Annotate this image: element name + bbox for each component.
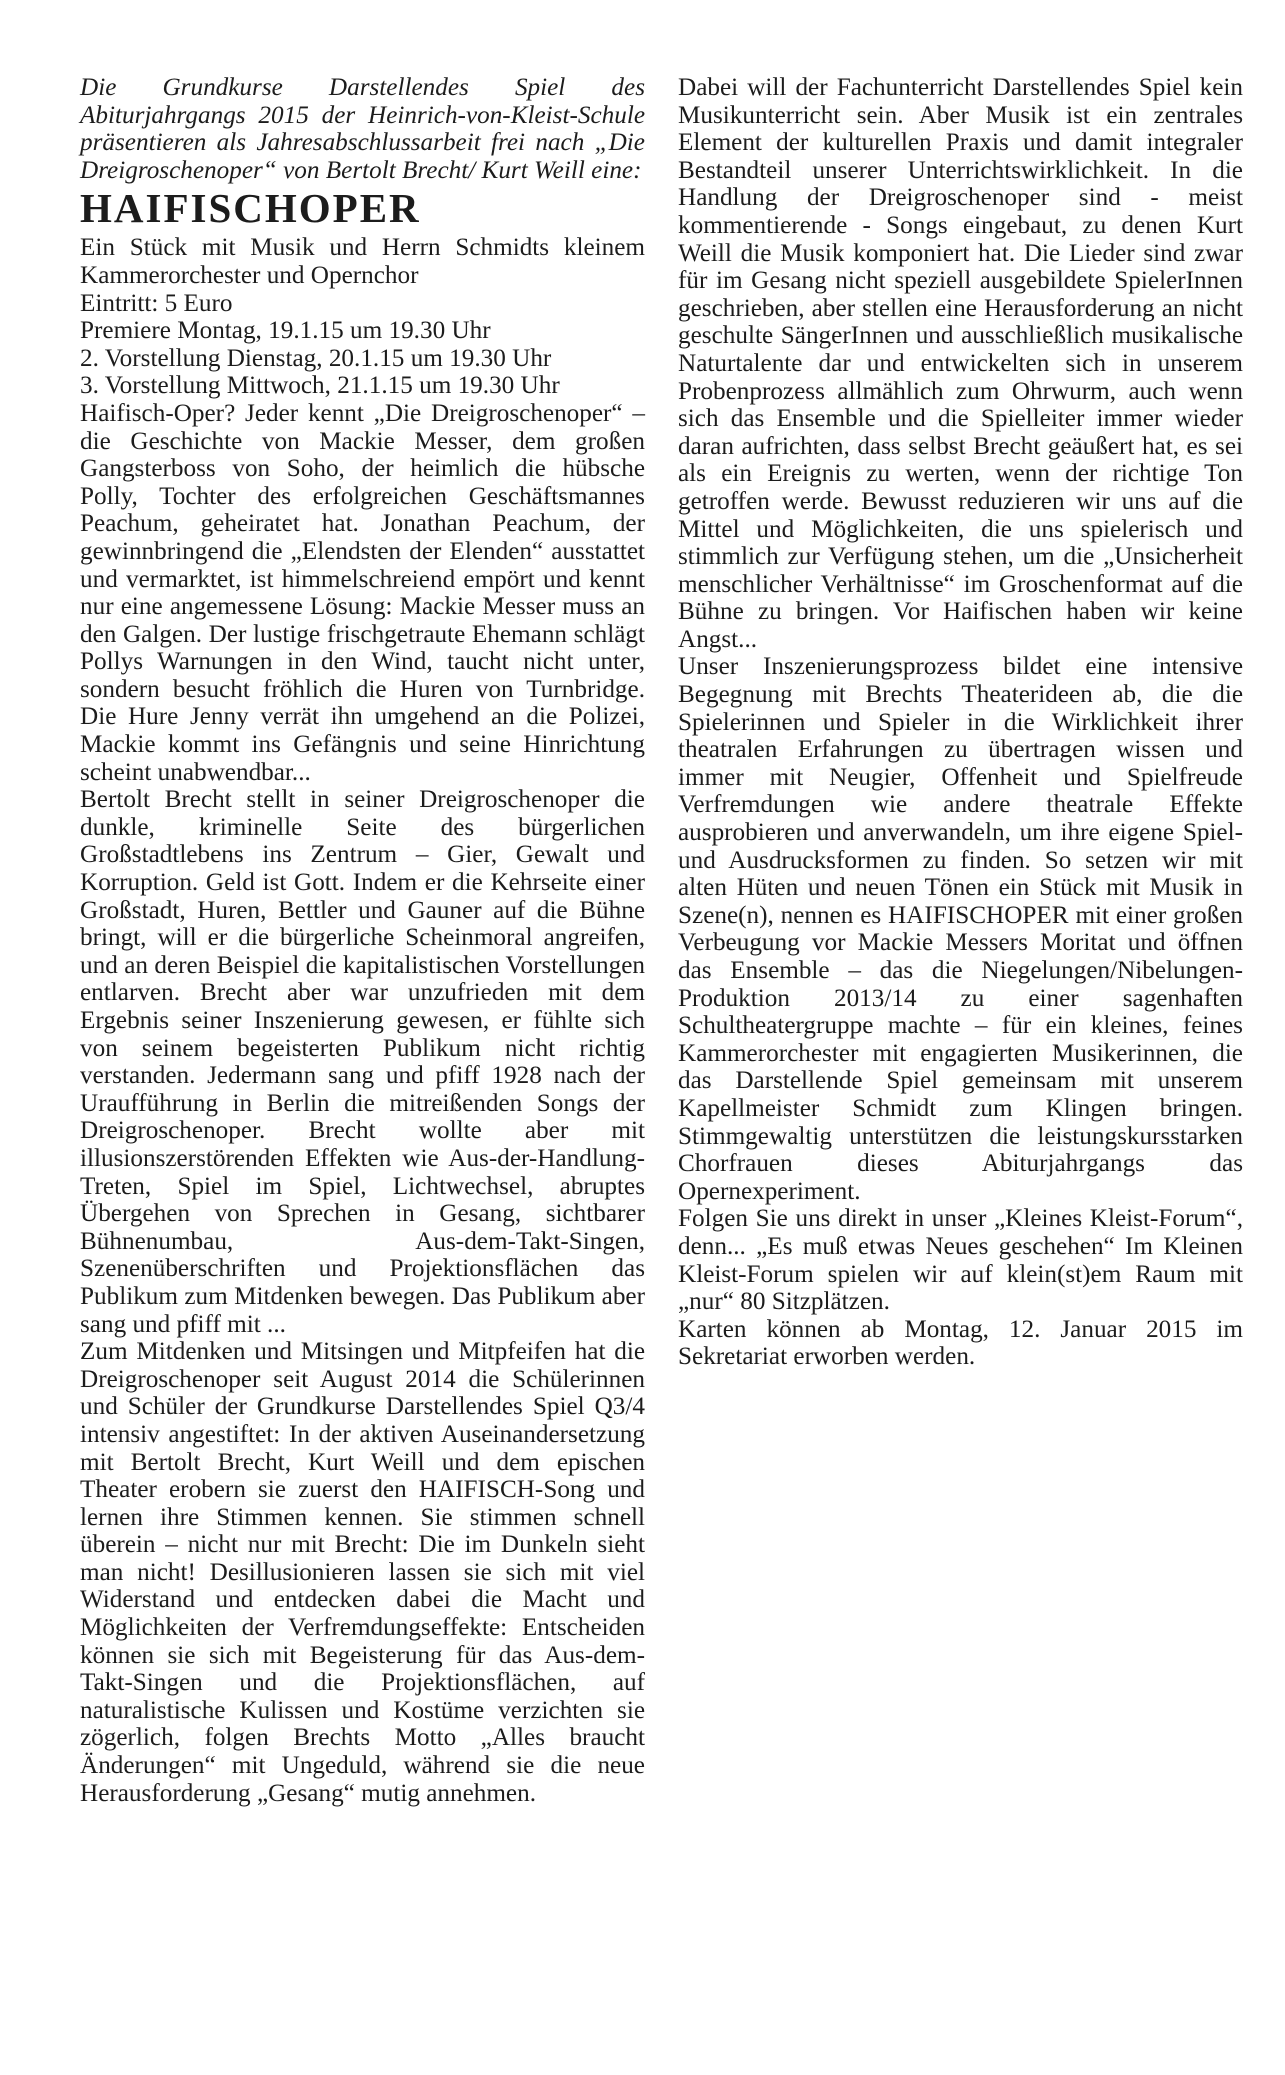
headline: HAIFISCHOPER: [80, 185, 421, 232]
paragraph-brecht: Bertolt Brecht stellt in seiner Dreigroschenoper die dunkle, kriminelle Seite des bürgerlichen Großstadtlebens ins Zentrum – Gier, Gewalt und Korruption. Geld ist Gott. Indem er die Kehrseite einer Großstadt, Huren, Bettler und Gauner auf die Bühne bringt, will er die bürgerliche Scheinmoral angreifen, und an deren Beispiel die kapitalistischen Vorstellungen entlarven. Brecht aber war unzufrieden mit dem Ergebnis seiner Inszenierung gewesen, er fühlte sich von seinem begeisterten Publikum nicht richtig verstanden. Jedermann sang und pfiff 1928 nach der Uraufführung in Berlin die mitreißenden Songs der Dreigroschenoper. Brecht wollte aber mit illusionszerstörenden Effekten wie Aus-der-Handlung-Treten, Spiel im Spiel, Lichtwechsel, abruptes Übergehen von Sprechen in Gesang, sichtbarer Bühnenumbau, Aus-dem-Takt-Singen, Szenenüberschriften und Projektionsflächen das Publikum zum Mitdenken bewegen. Das Publikum aber sang und pfiff mit ...: [80, 786, 645, 1338]
date-second: 2. Vorstellung Dienstag, 20.1.15 um 19.30 Uhr: [80, 344, 552, 372]
admission-info: Eintritt: 5 Euro: [80, 289, 233, 317]
paragraph-story: Haifisch-Oper? Jeder kennt „Die Dreigroschenoper“ – die Geschichte von Mackie Messer, dem großen Gangsterboss von Soho, der heimlich die hübsche Polly, Tochter des erfolgreichen Geschäftsmannes Peachum, geheiratet hat. Jonathan Peachum, der gewinnbringend die „Elendsten der Elenden“ ausstattet und vermarktet, ist himmelschreiend empört und kennt nur eine angemessene Lösung: Mackie Messer muss an den Galgen. Der lustige frischgetraute Ehemann schlägt Pollys Warnungen in den Wind, taucht nicht unter, sondern besucht fröhlich die Huren von Turnbridge. Die Hure Jenny verrät ihn umgehend an die Polizei, Mackie kommt ins Gefängnis und seine Hinrichtung scheint unabwendbar...: [80, 399, 645, 786]
paragraph-venue: Folgen Sie uns direkt in unser „Kleines Kleist-Forum“, denn... „Es muß etwas Neues geschehen“ Im Kleinen Kleist-Forum spielen wir auf klein(st)em Raum mit „nur“ 80 Sitzplätzen.: [678, 1205, 1243, 1316]
paragraph-music: Dabei will der Fachunterricht Darstellendes Spiel kein Musikunterricht sein. Aber Musik ist ein zentrales Element der kulturellen Praxis und damit integraler Bestandteil unserer Unterrichtswirklichkeit. In die Handlung der Dreigroschenoper sind - meist kommentierende - Songs eingebaut, zu denen Kurt Weill die Musik komponiert hat. Die Lieder sind zwar für im Gesang nicht speziell ausgebildete SpielerInnen geschrieben, aber stellen eine Herausforderung an nicht geschulte SängerInnen und ausschließlich musikalische Naturtalente dar und entwickelten sich in unserem Probenprozess allmählich zum Ohrwurm, auch wenn sich das Ensemble und die Spielleiter immer wieder daran aufrichten, dass selbst Brecht geäußert hat, es sei als ein Ereignis zu werten, wenn der richtige Ton getroffen werde. Bewusst reduzieren wir uns auf die Mittel und Möglichkeiten, die uns spielerisch und stimmlich zur Verfügung stehen, um die „Unsicherheit menschlicher Verhältnisse“ im Groschenformat auf die Bühne zu bringen. Vor Haifischen haben wir keine Angst...: [678, 74, 1243, 653]
intro-text: Die Grundkurse Darstellendes Spiel des Abiturjahrgangs 2015 der Heinrich-von-Kleist-Schule präsentieren als Jahresabschlussarbeit frei nach „Die Dreigroschenoper“ von Bertolt Brecht/ Kurt Weill eine:: [80, 74, 645, 184]
right-column: [678, 74, 1243, 1371]
left-column: [80, 74, 645, 1807]
paragraph-process: Unser Inszenierungsprozess bildet eine intensive Begegnung mit Brechts Theaterideen ab, die die Spielerinnen und Spieler in die Wirklichkeit ihrer theatralen Erfahrungen zu übertragen wissen und immer mit Neugier, Offenheit und Spielfreude Verfremdungen wie andere theatrale Effekte ausprobieren und anverwandeln, um ihre eigene Spiel- und Ausdrucksformen zu finden. So setzen wir mit alten Hüten und neuen Tönen ein Stück mit Musik in Szene(n), nennen es HAIFISCHOPER mit einer großen Verbeugung vor Mackie Messers Moritat und öffnen das Ensemble – das die Niegelungen/Nibelungen-Produktion 2013/14 zu einer sagenhaften Schultheatergruppe machte – für ein kleines, feines Kammerorchester mit engagierten Musikerinnen, die das Darstellende Spiel gemeinsam mit unserem Kapellmeister Schmidt zum Klingen bringen. Stimmgewaltig unterstützen die leistungskursstarken Chorfrauen dieses Abiturjahrgangs das Opernexperiment.: [678, 653, 1243, 1205]
date-premiere: Premiere Montag, 19.1.15 um 19.30 Uhr: [80, 317, 491, 345]
subtitle: Ein Stück mit Musik und Herrn Schmidts kleinem Kammerorchester und Opernchor: [80, 234, 645, 289]
paragraph-tickets: Karten können ab Montag, 12. Januar 2015 im Sekretariat erworben werden.: [678, 1315, 1243, 1371]
performance-dates: [80, 317, 645, 400]
date-third: 3. Vorstellung Mittwoch, 21.1.15 um 19.30 Uhr: [80, 372, 560, 400]
paragraph-students: Zum Mitdenken und Mitsingen und Mitpfeifen hat die Dreigroschenoper seit August 2014 die Schülerinnen und Schüler der Grundkurse Darstellendes Spiel Q3/4 intensiv angestiftet: In der aktiven Auseinandersetzung mit Bertolt Brecht, Kurt Weill und dem epischen Theater erobern sie zuerst den HAIFISCH-Song und lernen ihre Stimmen kennen. Sie stimmen schnell überein – nicht nur mit Brecht: Die im Dunkeln sieht man nicht! Desillusionieren lassen sie sich mit viel Widerstand und entdecken dabei die Macht und Möglichkeiten der Verfremdungseffekte: Entscheiden können sie sich mit Begeisterung für das Aus-dem-Takt-Singen und die Projektionsflächen, auf naturalistische Kulissen und Kostüme verzichten sie zögerlich, folgen Brechts Motto „Alles braucht Änderungen“ mit Ungeduld, während sie die neue Herausforderung „Gesang“ mutig annehmen.: [80, 1338, 645, 1807]
